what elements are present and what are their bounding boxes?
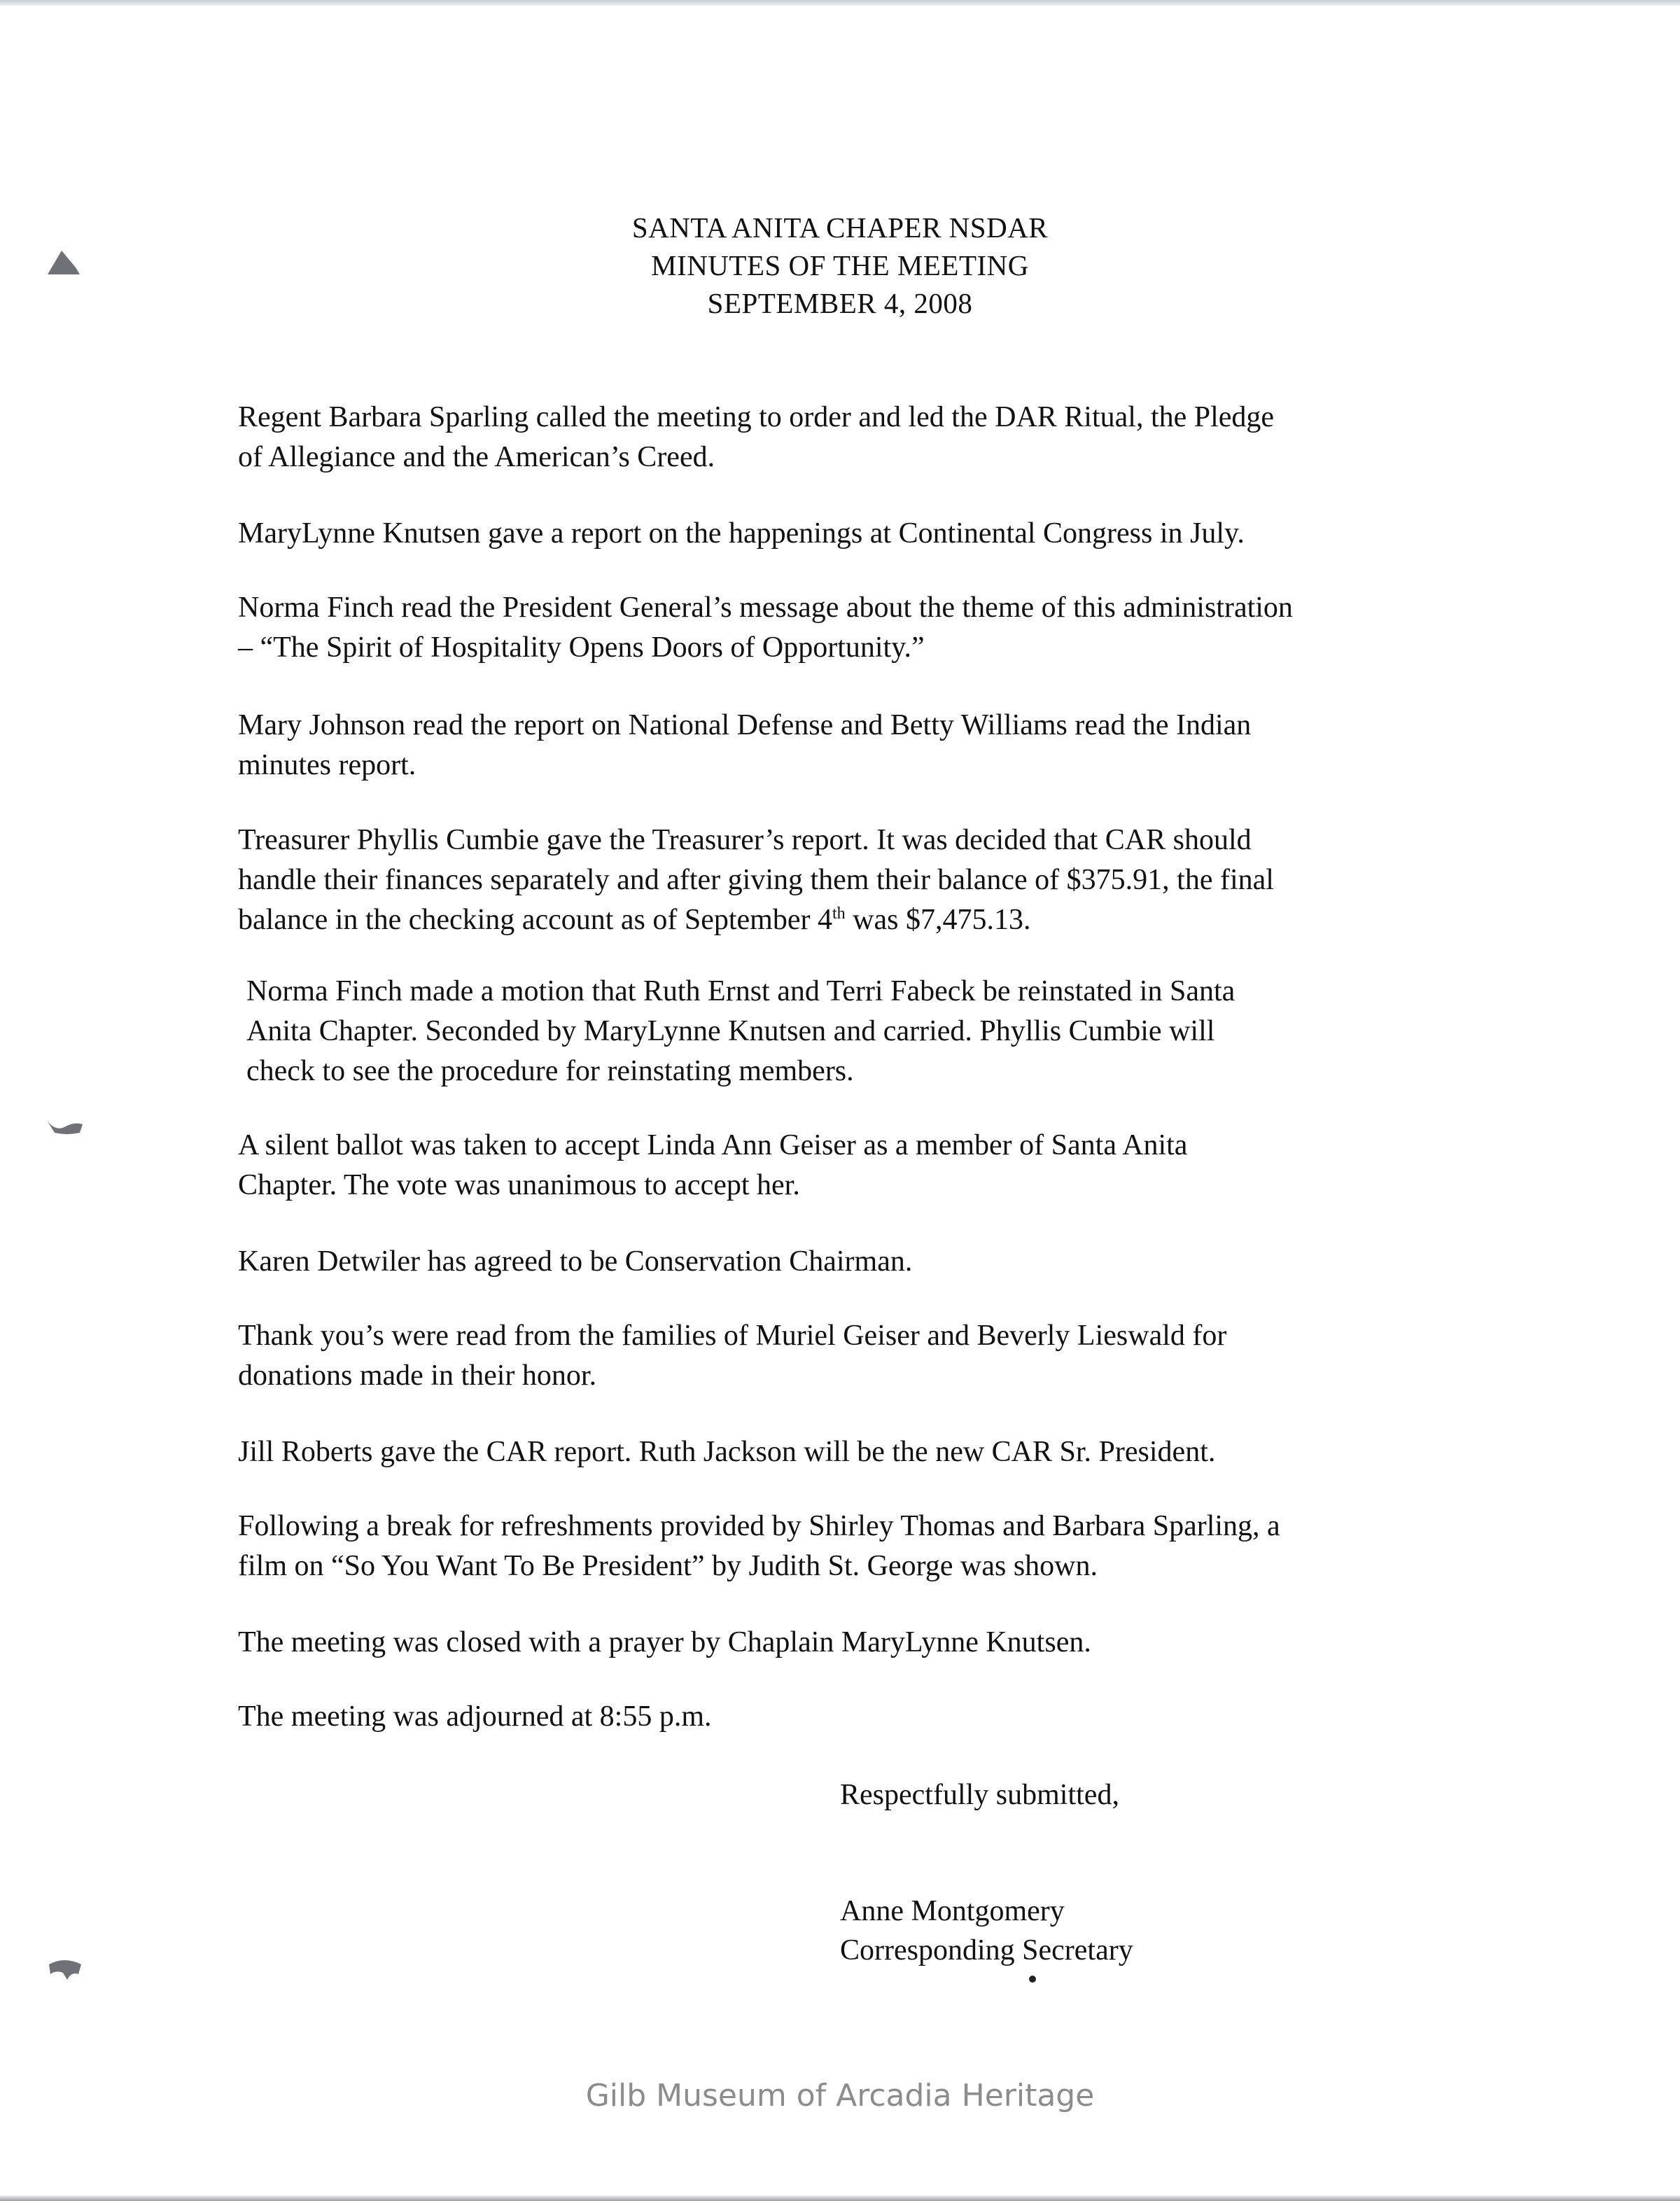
- paragraph-car-report: [238, 1432, 1442, 1472]
- paragraph-president-general-message: [238, 588, 1442, 668]
- paragraph-line: was $7,475.13.: [845, 904, 1031, 936]
- paragraph-line: Mary Johnson read the report on National Defense and Betty Williams read the Indian: [238, 709, 1252, 741]
- paragraph-line: The meeting was adjourned at 8:55 p.m.: [238, 1700, 712, 1733]
- paragraph-silent-ballot: [238, 1126, 1442, 1206]
- signature-block: [840, 1892, 1133, 1970]
- paragraph-conservation-chairman: [238, 1242, 1442, 1282]
- punch-hole-mark-bottom: [43, 1955, 85, 1985]
- header-document-title: MINUTES OF THE MEETING: [651, 249, 1029, 281]
- paragraph-reinstatement-motion: [246, 972, 1450, 1091]
- paragraph-line: The meeting was closed with a prayer by Chaplain MaryLynne Knutsen.: [238, 1626, 1091, 1658]
- header-chapter-name: SANTA ANITA CHAPER NSDAR: [631, 211, 1049, 244]
- paragraph-thank-yous: [238, 1316, 1442, 1396]
- paragraph-line: donations made in their honor.: [238, 1360, 597, 1392]
- paragraph-line: Regent Barbara Sparling called the meeting to order and led the DAR Ritual, the Pledge: [238, 401, 1275, 433]
- secretary-title: Corresponding Secretary: [840, 1934, 1133, 1966]
- paragraph-line: Anita Chapter. Seconded by MaryLynne Knutsen and carried. Phyllis Cumbie will: [246, 1015, 1215, 1047]
- paragraph-line: Treasurer Phyllis Cumbie gave the Treasurer’s report. It was decided that CAR should: [238, 824, 1252, 856]
- paragraph-refreshments-film: [238, 1507, 1442, 1586]
- paragraph-adjournment: [238, 1697, 1442, 1737]
- paragraph-national-defense-report: [238, 706, 1442, 785]
- paragraph-line: A silent ballot was taken to accept Linda Ann Geiser as a member of Santa Anita: [238, 1129, 1188, 1161]
- closing-salutation: Respectfully submitted,: [840, 1779, 1119, 1811]
- paragraph-congress-report: [238, 514, 1442, 554]
- paragraph-line: Thank you’s were read from the families of Muriel Geiser and Beverly Lieswald for: [238, 1320, 1227, 1352]
- paragraph-line: Norma Finch read the President General’s message about the theme of this administration: [238, 592, 1293, 624]
- scan-top-edge: [0, 0, 1680, 6]
- secretary-name: Anne Montgomery: [840, 1895, 1065, 1927]
- paragraph-call-to-order: [238, 398, 1442, 477]
- paragraph-line: – “The Spirit of Hospitality Opens Doors of Opportunity.”: [238, 631, 925, 664]
- paragraph-line: Norma Finch made a motion that Ruth Ernst and Terri Fabeck be reinstated in Santa: [246, 975, 1236, 1007]
- header-meeting-date: SEPTEMBER 4, 2008: [707, 287, 973, 319]
- paragraph-line: handle their finances separately and after giving them their balance of $375.91, the final: [238, 864, 1274, 896]
- ink-speck: [1029, 1976, 1036, 1983]
- paragraph-line: Jill Roberts gave the CAR report. Ruth Jackson will be the new CAR Sr. President.: [238, 1436, 1216, 1468]
- paragraph-line: of Allegiance and the American’s Creed.: [238, 441, 715, 473]
- paragraph-line: check to see the procedure for reinstating members.: [246, 1055, 854, 1087]
- paragraph-line: film on “So You Want To Be President” by Judith St. George was shown.: [238, 1550, 1098, 1582]
- ordinal-suffix: th: [832, 904, 846, 923]
- document-header: [0, 209, 1680, 322]
- punch-hole-mark-middle: [43, 1112, 85, 1143]
- paragraph-closing-prayer: [238, 1623, 1442, 1663]
- scan-bottom-edge: [0, 2195, 1680, 2201]
- paragraph-line: Karen Detwiler has agreed to be Conservation Chairman.: [238, 1245, 913, 1278]
- paragraph-line: minutes report.: [238, 749, 416, 781]
- paragraph-line: balance in the checking account as of September 4: [238, 904, 832, 936]
- paragraph-treasurer-report: [238, 820, 1442, 940]
- paragraph-line: Following a break for refreshments provided by Shirley Thomas and Barbara Sparling, a: [238, 1510, 1280, 1542]
- paragraph-line: MaryLynne Knutsen gave a report on the happenings at Continental Congress in July.: [238, 517, 1245, 550]
- paragraph-line: Chapter. The vote was unanimous to accept her.: [238, 1169, 800, 1201]
- museum-watermark: Gilb Museum of Arcadia Heritage: [585, 2078, 1095, 2113]
